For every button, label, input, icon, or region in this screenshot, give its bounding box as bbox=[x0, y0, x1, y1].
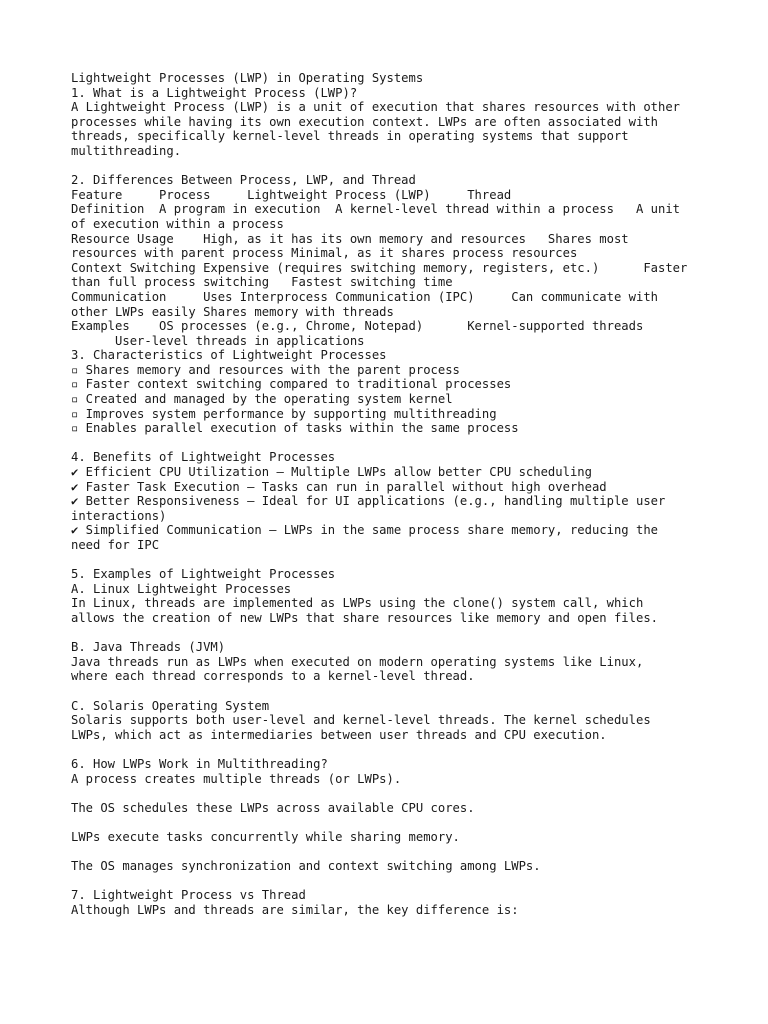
text-line: Java threads run as LWPs when executed on modern operating systems like Linux, bbox=[71, 654, 644, 669]
paragraph-gap bbox=[71, 874, 701, 889]
text-line: Context Switching Expensive (requires switching memory, registers, etc.) Faster bbox=[71, 260, 688, 275]
text-line: In Linux, threads are implemented as LWPs using the clone() system call, which bbox=[71, 596, 644, 611]
paragraph-gap bbox=[71, 684, 701, 699]
paragraph-gap bbox=[71, 553, 701, 568]
text-line: ▫ Improves system performance by supporting multithreading bbox=[71, 406, 497, 421]
text-line: need for IPC bbox=[71, 538, 160, 552]
text-line: 6. How LWPs Work in Multithreading? bbox=[71, 756, 328, 771]
text-line: ▫ Faster context switching compared to traditional processes bbox=[71, 377, 512, 392]
document-page bbox=[71, 71, 701, 917]
text-line: processes while having its own execution context. LWPs are often associated with bbox=[71, 114, 658, 129]
text-line: 3. Characteristics of Lightweight Processes bbox=[71, 348, 387, 363]
text-line: other LWPs easily Shares memory with threads bbox=[71, 304, 394, 319]
text-line: A. Linux Lightweight Processes bbox=[71, 581, 292, 596]
text-line: A Lightweight Process (LWP) is a unit of execution that shares resources with other bbox=[71, 100, 681, 115]
text-line: 2. Differences Between Process, LWP, and Thread bbox=[71, 173, 416, 188]
text-line: interactions) bbox=[71, 508, 167, 523]
text-line: LWPs execute tasks concurrently while sharing memory. bbox=[71, 829, 460, 844]
text-line: The OS schedules these LWPs across available CPU cores. bbox=[71, 800, 475, 815]
text-line: resources with parent process Minimal, as it shares process resources bbox=[71, 246, 578, 261]
text-line: 7. Lightweight Process vs Thread bbox=[71, 888, 306, 903]
text-line: ✔ Simplified Communication – LWPs in the same process share memory, reducing the bbox=[71, 523, 658, 538]
text-line: ✔ Efficient CPU Utilization – Multiple LWPs allow better CPU scheduling bbox=[71, 465, 592, 480]
paragraph-gap bbox=[71, 742, 701, 757]
text-line: C. Solaris Operating System bbox=[71, 698, 270, 713]
text-line: B. Java Threads (JVM) bbox=[71, 640, 226, 655]
text-line: Solaris supports both user-level and kernel-level threads. The kernel schedules bbox=[71, 713, 651, 728]
text-line: Lightweight Processes (LWP) in Operating Systems bbox=[71, 71, 424, 85]
text-line: Communication Uses Interprocess Communication (IPC) Can communicate with bbox=[71, 289, 658, 304]
paragraph-gap bbox=[71, 159, 701, 174]
text-line: of execution within a process bbox=[71, 216, 284, 231]
text-line: 1. What is a Lightweight Process (LWP)? bbox=[71, 85, 358, 100]
text-line: Examples OS processes (e.g., Chrome, Notepad) Kernel-supported threads bbox=[71, 319, 644, 334]
text-line: 4. Benefits of Lightweight Processes bbox=[71, 450, 336, 465]
text-line: than full process switching Fastest switching time bbox=[71, 275, 453, 290]
text-line: A process creates multiple threads (or LWPs). bbox=[71, 771, 402, 786]
text-line: The OS manages synchronization and context switching among LWPs. bbox=[71, 859, 541, 874]
text-line: threads, specifically kernel-level threads in operating systems that support bbox=[71, 129, 629, 144]
text-line: ✔ Better Responsiveness – Ideal for UI applications (e.g., handling multiple user bbox=[71, 494, 666, 509]
text-line: allows the creation of new LWPs that share resources like memory and open files. bbox=[71, 610, 658, 625]
text-line: LWPs, which act as intermediaries between user threads and CPU execution. bbox=[71, 727, 607, 742]
text-line: Definition A program in execution A kernel-level thread within a process A unit bbox=[71, 202, 681, 217]
paragraph-gap bbox=[71, 436, 701, 451]
paragraph-gap bbox=[71, 786, 701, 801]
text-line: 5. Examples of Lightweight Processes bbox=[71, 567, 336, 582]
text-line: where each thread corresponds to a kernel-level thread. bbox=[71, 669, 475, 684]
text-line: User-level threads in applications bbox=[71, 333, 365, 348]
paragraph-gap bbox=[71, 626, 701, 641]
text-line: ▫ Shares memory and resources with the parent process bbox=[71, 362, 460, 377]
text-line: multithreading. bbox=[71, 143, 182, 158]
text-line: ▫ Created and managed by the operating system kernel bbox=[71, 392, 453, 407]
text-line: ✔ Faster Task Execution – Tasks can run in parallel without high overhead bbox=[71, 479, 607, 494]
paragraph-gap bbox=[71, 844, 701, 859]
text-line: ▫ Enables parallel execution of tasks within the same process bbox=[71, 421, 519, 436]
text-line: Feature Process Lightweight Process (LWP) Thread bbox=[71, 187, 512, 202]
text-line: Although LWPs and threads are similar, the key difference is: bbox=[71, 902, 519, 917]
text-line: Resource Usage High, as it has its own memory and resources Shares most bbox=[71, 231, 629, 246]
paragraph-gap bbox=[71, 815, 701, 830]
